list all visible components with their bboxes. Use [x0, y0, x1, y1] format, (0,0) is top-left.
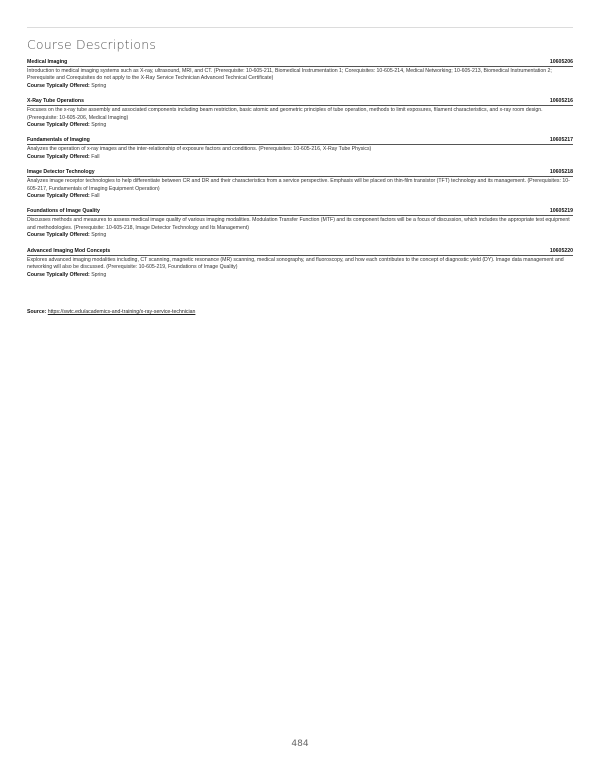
offered-term: Spring — [91, 271, 107, 278]
page-title: Course Descriptions — [27, 37, 157, 52]
course-entry — [27, 248, 573, 279]
offered-label: Course Typically Offered: — [27, 193, 90, 200]
offered-term: Fall — [91, 193, 100, 200]
course-code: 10605206 — [549, 59, 573, 65]
course-header — [27, 248, 573, 256]
course-entry — [27, 59, 573, 90]
course-entry — [27, 137, 573, 161]
page-number: 484 — [291, 739, 309, 749]
offered-term: Fall — [91, 153, 100, 160]
offered-label: Course Typically Offered: — [27, 232, 90, 239]
course-entry — [27, 208, 573, 239]
course-name: Advanced Imaging Mod Concepts — [27, 247, 111, 254]
offered-label: Course Typically Offered: — [27, 82, 90, 89]
course-offered — [27, 193, 573, 200]
course-offered — [27, 122, 573, 129]
source-line — [27, 309, 195, 315]
course-offered — [27, 83, 573, 90]
source-label: Source: — [27, 309, 47, 315]
top-divider — [27, 27, 573, 28]
course-code: 10605216 — [549, 98, 573, 105]
offered-term: Spring — [91, 122, 107, 129]
course-offered — [27, 272, 573, 279]
course-name: X-Ray Tube Operations — [27, 98, 84, 105]
course-header — [27, 59, 573, 67]
source-link[interactable]: https://swtc.edu/academics-and-training/x-ray-service-technician — [47, 309, 196, 315]
course-list — [27, 59, 573, 287]
course-offered — [27, 232, 573, 239]
course-header — [27, 208, 573, 216]
offered-label: Course Typically Offered: — [27, 153, 90, 160]
course-code: 10605220 — [549, 247, 573, 254]
course-header — [27, 98, 573, 106]
offered-label: Course Typically Offered: — [27, 271, 90, 278]
offered-term: Spring — [91, 232, 107, 239]
course-description: Discusses methods and measures to assess medical image quality of various imaging modalities. Modulation Transfer Function (MTF) and its component factors will be a focus of discussion, which includes the appropriate test equipment and methodologies. (Prerequisite: 10-605-218, Image Detector Technology and Its Management) — [27, 217, 570, 231]
course-header — [27, 137, 573, 145]
course-code: 10605217 — [549, 137, 573, 144]
course-description: Introduction to medical imaging systems such as X-ray, ultrasound, MRI, and CT. (Prerequisite: 10-605-211, Biomedical Instrumentation 1; Corequisites: 10-605-214, Medical Networking; 10-605-213, Biomedical Instrumentation 2; Prerequisite and Corequisites do not apply to the X-Ray Service Technician Advanced Technical Certificate) — [27, 68, 552, 82]
course-code: 10605219 — [549, 208, 573, 215]
course-description: Analyzes image receptor technologies to help differentiate between CR and DR and their characteristics from a service perspective. Emphasis will be placed on thin-film transistor (TFT) technology and its management. (Prerequisites: 10-605-217, Fundamentals of Imaging Equipment Operation) — [27, 178, 570, 192]
course-description: Focuses on the x-ray tube assembly and associated components including beam restriction, basic atomic and geometric principles of tube operation, methods to limit exposures, filament characteristics, and x-ray room design. (Prerequisite: 10-605-206, Medical Imaging) — [27, 107, 543, 121]
course-offered — [27, 154, 573, 161]
course-name: Medical Imaging — [27, 59, 68, 65]
course-description: Analyzes the operation of x-ray images and the inter-relationship of exposure factors and conditions. (Prerequisites: 10-605-216, X-Ray Tube Physics) — [27, 146, 372, 153]
course-entry — [27, 169, 573, 200]
course-entry — [27, 98, 573, 129]
course-name: Foundations of Image Quality — [27, 208, 100, 215]
course-name: Image Detector Technology — [27, 169, 95, 176]
course-name: Fundamentals of Imaging — [27, 137, 90, 144]
course-code: 10605218 — [549, 169, 573, 176]
offered-label: Course Typically Offered: — [27, 122, 90, 129]
course-header — [27, 169, 573, 177]
course-description: Explores advanced imaging modalities including, CT scanning, magnetic resonance (MR) scanning, medical sonography, and fluoroscopy, and how each contributes to the concept of diagnostic yield (DY). Image data management and networking will also be discussed. (Prerequisite: 10-605-219, Foundations of Image Quality) — [27, 256, 564, 271]
offered-term: Spring — [91, 82, 107, 89]
